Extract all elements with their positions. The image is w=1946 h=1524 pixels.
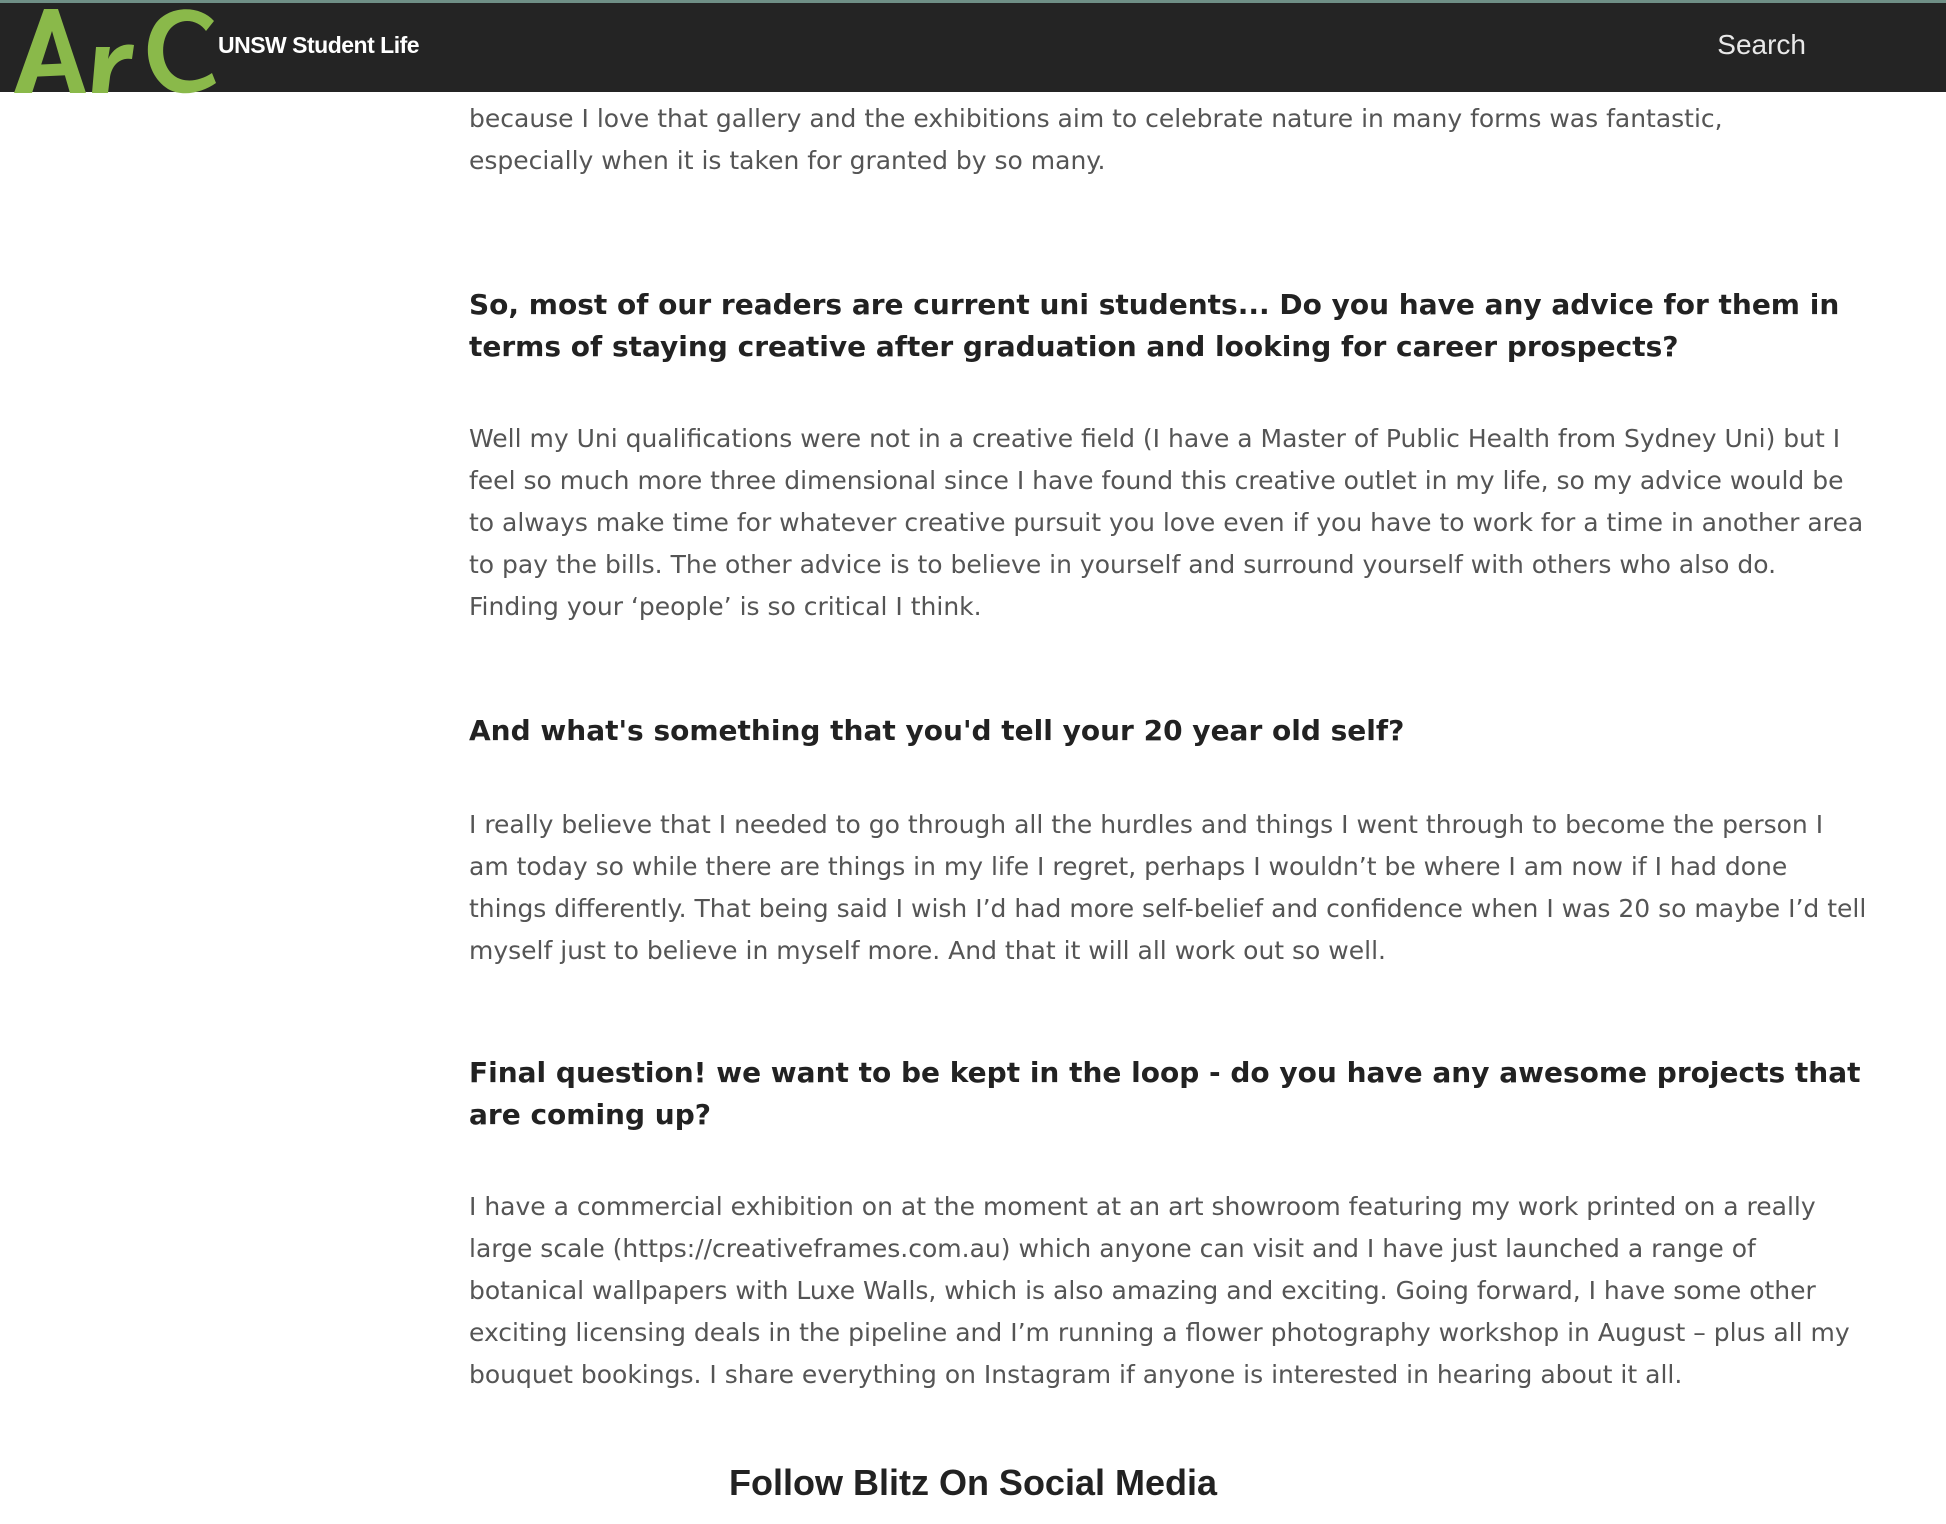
answer-3: I have a commercial exhibition on at the moment at an art showroom featuring my work printed on a really large scale (https://creativeframes.com.au) which anyone can visit and I have just launched a range of botanical wallpapers with Luxe Walls, which is also amazing and exciting. Going forward, I have some other exciting licensing deals in the pipeline and I’m running a flower photography workshop in August – plus all my bouquet bookings. I share everything on Instagram if anyone is interested in hearing about it all. (469, 1192, 1850, 1389)
top-navigation-bar (0, 0, 1946, 92)
question-3: Final question! we want to be kept in the loop - do you have any awesome projects that are coming up? (469, 1056, 1861, 1131)
answer-1: Well my Uni qualifications were not in a creative field (I have a Master of Public Health from Sydney Uni) but I feel so much more three dimensional since I have found this creative outlet in my life, so my advice would be to always make time for whatever creative pursuit you love even if you have to work for a time in another area to pay the bills. The other advice is to believe in yourself and surround yourself with others who also do. Finding your ‘people’ is so critical I think. (469, 424, 1864, 621)
social-media-heading: Follow Blitz On Social Media (728, 1462, 1218, 1503)
brand-name[interactable]: UNSW Student Life (218, 32, 420, 58)
arc-logo-icon (0, 3, 230, 95)
arc-logo[interactable] (0, 3, 230, 95)
intro-paragraph: because I love that gallery and the exhibitions aim to celebrate nature in many forms was fantastic, especially when it is taken for granted by so many. (469, 104, 1723, 175)
question-1: So, most of our readers are current uni students... Do you have any advice for them in terms of staying creative after graduation and looking for career prospects? (469, 288, 1840, 363)
search-link[interactable]: Search (1717, 29, 1806, 60)
answer-2: I really believe that I needed to go through all the hurdles and things I went through to become the person I am today so while there are things in my life I regret, perhaps I wouldn’t be where I am now if I had done things differently. That being said I wish I’d had more self-belief and confidence when I was 20 so maybe I’d tell myself just to believe in myself more. And that it will all work out so well. (469, 810, 1867, 965)
question-2: And what's something that you'd tell your 20 year old self? (469, 714, 1405, 747)
